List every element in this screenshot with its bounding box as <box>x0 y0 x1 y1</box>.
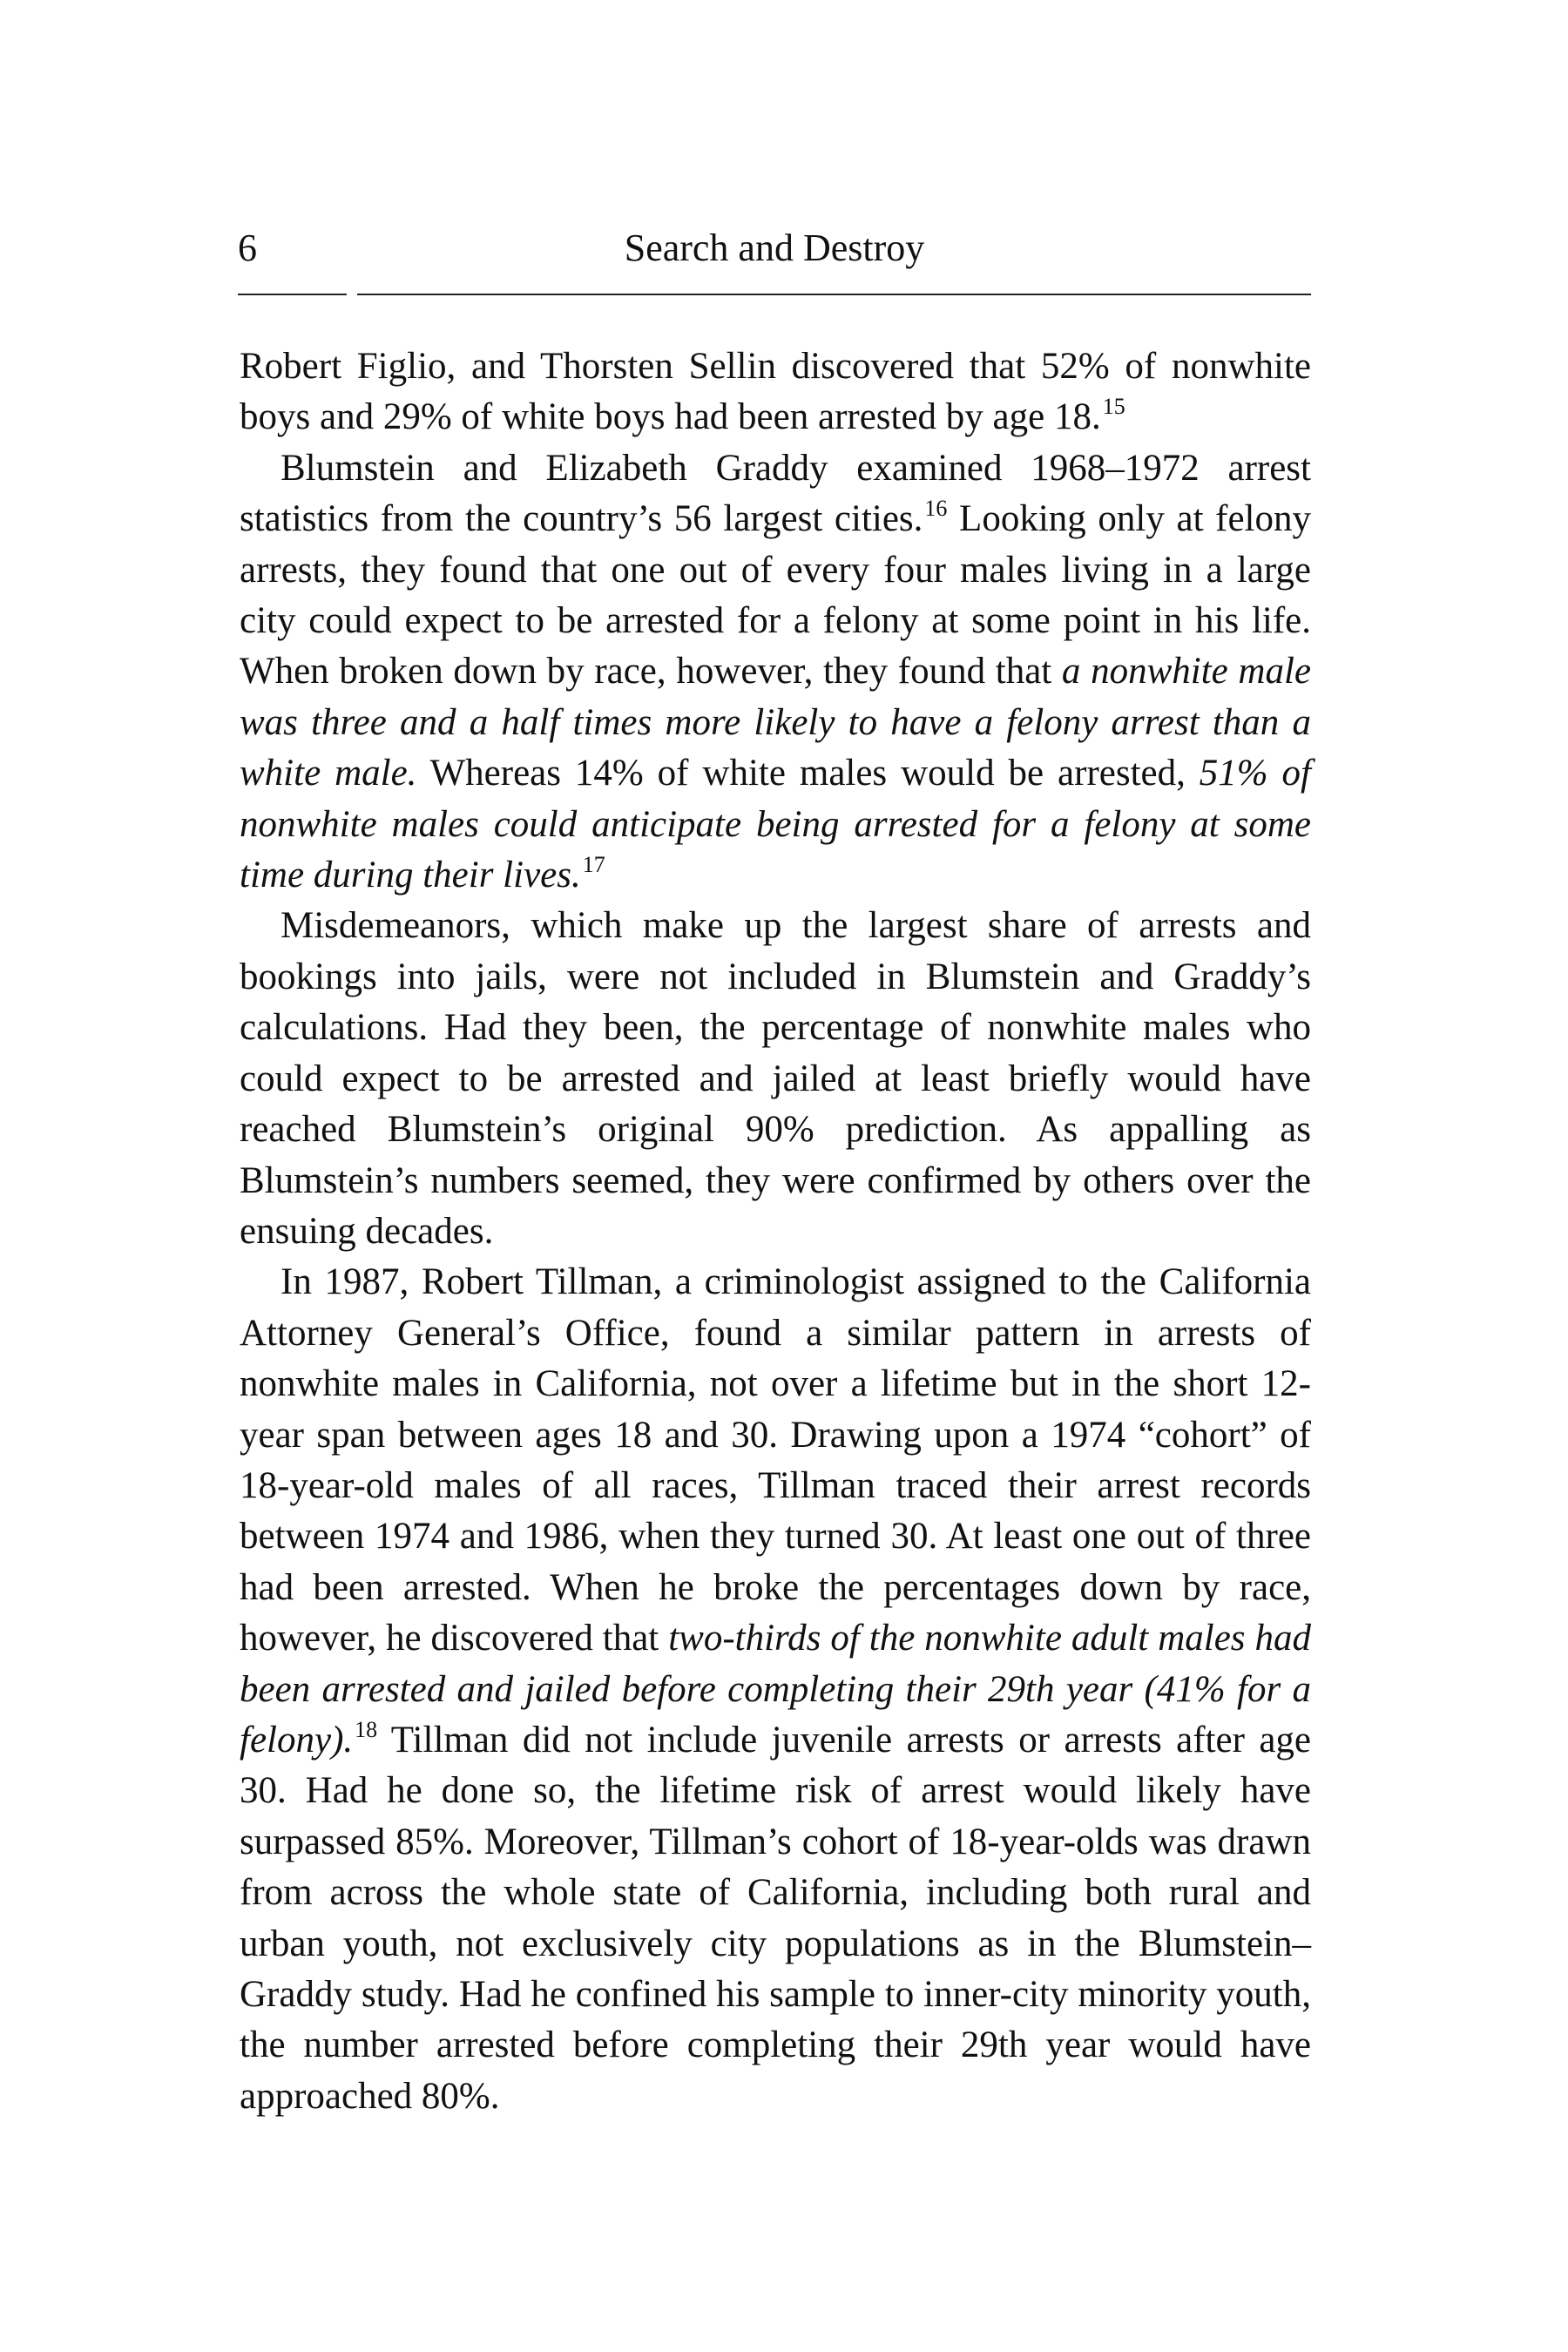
paragraph-2-emphasis-b: 51% of nonwhite males could anticipate being arrested for a felony at some time during their lives. <box>240 753 1311 896</box>
paragraph-3 <box>240 901 1311 1257</box>
paragraph-2-text-c: Whereas 14% of white males would be arrested, <box>416 753 1200 794</box>
footnote-ref-15[interactable]: 15 <box>1102 394 1125 420</box>
running-head <box>238 222 1311 274</box>
paragraph-4-emphasis: two-thirds of the nonwhite adult males had been arrested and jailed before completing their 29th year (41% for a felony). <box>240 1618 1311 1761</box>
paragraph-4 <box>240 1257 1311 2122</box>
paragraph-1 <box>240 341 1311 443</box>
body-text <box>240 341 1311 2122</box>
paragraph-4-text-a: In 1987, Robert Tillman, a criminologist assigned to the California Attorney General’s Office, found a similar pattern in arrests of nonwhite males in California, not over a lifetime but in the short 12-year span between ages 18 and 30. Drawing upon a 1974 “cohort” of 18-year-old males of all races, Tillman traced their arrest records between 1974 and 1986, when they turned 30. At least one out of three had been arrested. When he broke the percentages down by race, however, he discovered that <box>240 1261 1311 1659</box>
running-title: Search and Destroy <box>624 226 925 269</box>
header-rule-long <box>357 294 1311 295</box>
page-number: 6 <box>238 226 257 269</box>
paragraph-2-text-a: Blumstein and Elizabeth Graddy examined 1968–1972 arrest statistics from the country’s 56 largest cities. <box>240 447 1311 540</box>
paragraph-1-text: Robert Figlio, and Thorsten Sellin discovered that 52% of nonwhite boys and 29% of white boys had been arrested by age 18. <box>240 346 1311 438</box>
paragraph-2-emphasis-a: a nonwhite male was three and a half times more likely to have a felony arrest than a white male. <box>240 651 1311 794</box>
header-rule-short <box>238 294 347 295</box>
paragraph-4-text-b: Tillman did not include juvenile arrests or arrests after age 30. Had he done so, the lifetime risk of arrest would likely have surpassed 85%. Moreover, Tillman’s cohort of 18-year-olds was drawn from across the whole state of California, including both rural and urban youth, not exclusively city populations as in the Blumstein–Graddy study. Had he confined his sample to inner-city minority youth, the number arrested before completing their 29th year would have approached 80%. <box>240 1719 1311 2117</box>
footnote-ref-18[interactable]: 18 <box>355 1716 378 1742</box>
paragraph-3-text: Misdemeanors, which make up the largest share of arrests and bookings into jails, were not included in Blumstein and Graddy’s calculations. Had they been, the percentage of nonwhite males who could expect to be arrested and jailed at least briefly would have reached Blumstein’s original 90% prediction. As appalling as Blumstein’s numbers seemed, they were confirmed by others over the ensuing decades. <box>240 905 1311 1252</box>
paragraph-2-text-b: Looking only at felony arrests, they found that one out of every four males living in a large city could expect to be arrested for a felony at some point in his life. When broken down by race, however, they found that <box>240 498 1312 693</box>
footnote-ref-16[interactable]: 16 <box>924 495 948 521</box>
footnote-ref-17[interactable]: 17 <box>582 851 605 877</box>
paragraph-2 <box>240 443 1311 902</box>
